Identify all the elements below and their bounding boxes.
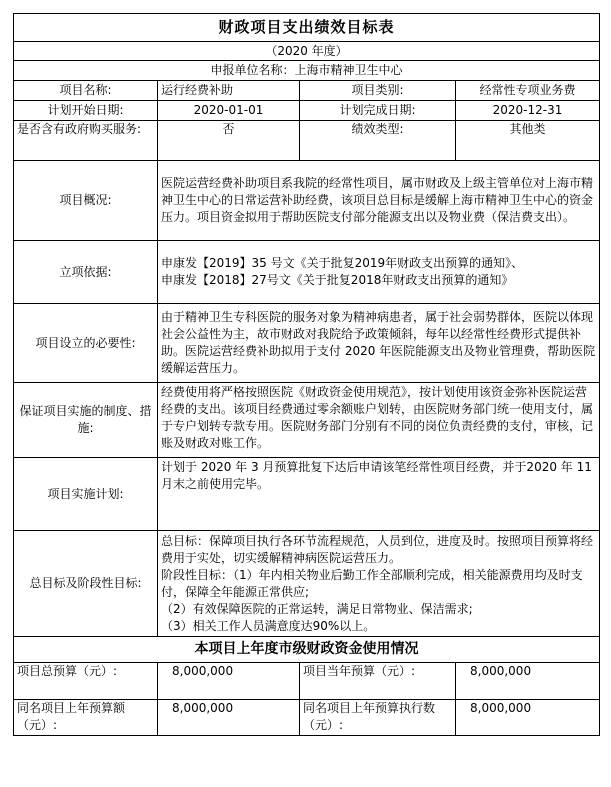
plan-text: 计划于 2020 年 3 月预算批复下达后申请该笔经常性项目经费，并于2020 年 11 月末之前使用完毕。	[158, 458, 600, 531]
plan-label: 项目实施计划:	[14, 458, 158, 531]
performance-type-value: 其他类	[456, 121, 600, 161]
total-budget-value: 8,000,000	[158, 663, 300, 700]
goal-line: 阶段性目标：（1）年内相关物业后勤工作全部顺利完成，相关能源费用均及时支付，保障全年能源正常供应;	[161, 567, 583, 599]
current-budget-label: 项目当年预算（元）:	[300, 663, 456, 700]
necessity-text: 由于精神卫生专科医院的服务对象为精神病患者，属于社会弱势群体，医院以体现社会公益性为主，故市财政对我院给予政策倾斜，每年以经常性经费形式提供补助。医院运营经费补助拟用于支付 2020 年医院能源支出及物业管理费，帮助医院缓解运营压力。	[158, 304, 600, 383]
overview-label: 项目概况:	[14, 161, 158, 241]
start-date-value: 2020-01-01	[158, 101, 300, 121]
guarantee-label: 保证项目实施的制度、措施:	[14, 383, 158, 458]
purchase-service-label: 是否含有政府购买服务:	[14, 121, 158, 161]
basis-line: 申康发【2019】35 号文《关于批复2019年财政支出预算的通知》、	[161, 256, 524, 270]
project-name-label: 项目名称:	[14, 81, 158, 101]
guarantee-text: 经费使用将严格按照医院《财政资金使用规范》，按计划使用该资金弥补医院运营经费的支出。该项目经费通过零余额账户划转，由医院财务部门统一使用支付，属于专户划转专款专用。医院财务部门分别有不同的岗位负责经费的支付，审核，记账及财政对账工作。	[158, 383, 600, 458]
applicant-unit: 申报单位名称：上海市精神卫生中心	[14, 61, 600, 81]
form-title: 财政项目支出绩效目标表	[14, 14, 600, 42]
prev-budget-label: 同名项目上年预算额（元）:	[14, 700, 158, 736]
project-type-value: 经常性专项业务费	[456, 81, 600, 101]
section-title: 本项目上年度市级财政资金使用情况	[14, 637, 600, 663]
project-name-value: 运行经费补助	[158, 81, 300, 101]
basis-label: 立项依据:	[14, 241, 158, 304]
end-date-label: 计划完成日期:	[300, 101, 456, 121]
purchase-service-value: 否	[158, 121, 300, 161]
performance-type-label: 绩效类型:	[300, 121, 456, 161]
goal-line: （3）相关工作人员满意度达90%以上。	[161, 618, 376, 633]
total-budget-label: 项目总预算（元）:	[14, 663, 158, 700]
goals-label: 总目标及阶段性目标:	[14, 531, 158, 637]
prev-budget-value: 8,000,000	[158, 700, 300, 736]
fiscal-year: （2020 年度）	[14, 42, 600, 61]
goals-text	[158, 531, 600, 637]
project-type-label: 项目类别:	[300, 81, 456, 101]
performance-target-table	[13, 13, 600, 736]
overview-text: 医院运营经费补助项目系我院的经常性项目，属市财政及上级主管单位对上海市精神卫生中心的日常运营补助经费，该项目总目标是缓解上海市精神卫生中心的资金压力。项目资金拟用于帮助医院支付部分能源支出以及物业费（保洁费支出）。	[158, 161, 600, 241]
necessity-label: 项目设立的必要性:	[14, 304, 158, 383]
prev-exec-label: 同名项目上年预算执行数（元）:	[300, 700, 456, 736]
basis-text	[158, 241, 600, 304]
end-date-value: 2020-12-31	[456, 101, 600, 121]
start-date-label: 计划开始日期:	[14, 101, 158, 121]
current-budget-value: 8,000,000	[456, 663, 600, 700]
goal-line: 总目标：保障项目执行各环节流程规范，人员到位，进度及时。按照项目预算将经费用于实处，切实缓解精神病医院运营压力。	[161, 533, 594, 565]
basis-line: 申康发【2018】27号文《关于批复2018年财政支出预算的通知》	[161, 273, 514, 287]
goal-line: （2）有效保障医院的正常运转，满足日常物业、保洁需求;	[161, 601, 473, 616]
prev-exec-value: 8,000,000	[456, 700, 600, 736]
